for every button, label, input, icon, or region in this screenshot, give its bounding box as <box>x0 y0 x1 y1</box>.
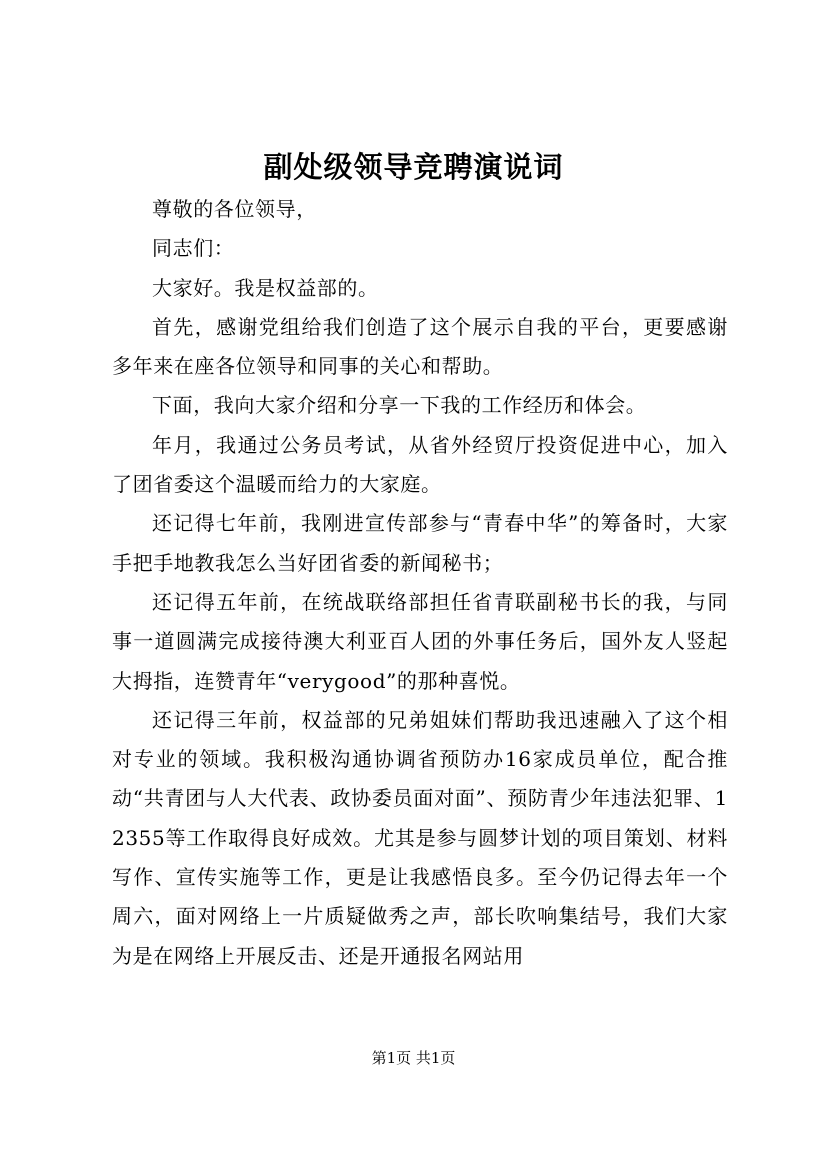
paragraph-seven-years: 还记得七年前，我刚进宣传部参与“青春中华”的筹备时，大家手把手地教我怎么当好团省委的新闻秘书； <box>112 511 728 575</box>
page-footer: 第1页 共1页 <box>371 1049 456 1067</box>
document-title: 副处级领导竞聘演说词 <box>263 150 564 184</box>
paragraph-thanks: 首先，感谢党组给我们创造了这个展示自我的平台，更要感谢多年来在座各位领导和同事的关心和帮助。 <box>112 314 728 379</box>
paragraph-three-years: 还记得三年前，权益部的兄弟姐妹们帮助我迅速融入了这个相对专业的领域。我积极沟通协调省预防办16家成员单位，配合推动“共青团与人大代表、政协委员面对面”、预防青少年违法犯罪、12355等工作取得良好成效。尤其是参与圆梦计划的项目策划、材料写作、宣传实施等工作，更是让我感悟良多。至今仍记得去年一个周六，面对网络上一片质疑做秀之声，部长吹响集结号，我们大家为是在网络上开展反击、还是开通报名网站用 <box>112 707 728 968</box>
paragraph-five-years: 还记得五年前，在统战联络部担任省青联副秘书长的我，与同事一道圆满完成接待澳大利亚百人团的外事任务后，国外友人竖起大拇指，连赞青年“verygood”的那种喜悦。 <box>112 589 728 693</box>
paragraph-overview: 下面，我向大家介绍和分享一下我的工作经历和体会。 <box>152 393 647 418</box>
paragraph-salutation: 尊敬的各位领导， <box>152 197 317 221</box>
paragraph-joining: 年月，我通过公务员考试，从省外经贸厅投资促进中心，加入了团省委这个温暖而给力的大家庭。 <box>112 432 728 497</box>
paragraph-greeting: 同志们： <box>152 236 235 261</box>
document-body <box>112 190 728 976</box>
paragraph-intro: 大家好。我是权益部的。 <box>152 275 379 300</box>
